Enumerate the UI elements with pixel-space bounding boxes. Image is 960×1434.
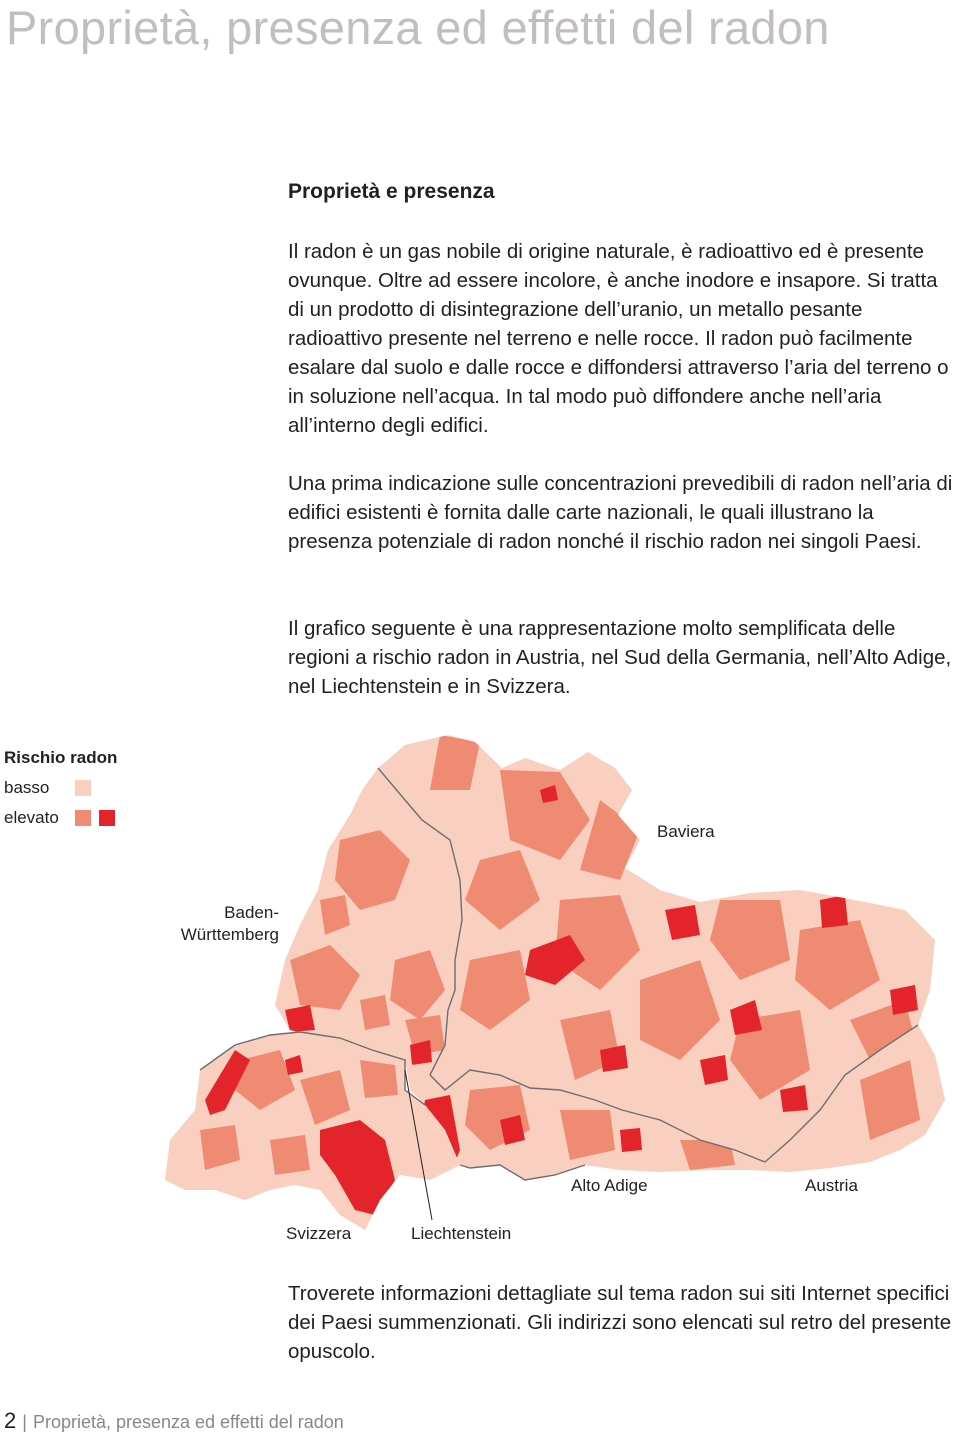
label-switzerland: Svizzera (286, 1224, 352, 1243)
label-liechtenstein: Liechtenstein (411, 1224, 512, 1243)
legend-low-label: basso (4, 778, 50, 797)
paragraph-closing: Troverete informazioni dettagliate sul tema radon sui siti Internet specifici dei Paesi summenzionati. Gli indirizzi sono elencati sul retro del presente opuscolo. (288, 1282, 952, 1363)
page-number: 2 (4, 1408, 17, 1433)
legend-high-label: elevato (4, 808, 59, 827)
label-bavaria: Baviera (657, 822, 715, 841)
paragraph-properties: Il radon è un gas nobile di origine naturale, è radioattivo ed è presente ovunque. Oltre ad essere incolore, è anche inodore e insapore. Si tratta di un prodotto di disintegrazione dell’uranio, un metallo pesante radioattivo presente nel terreno e nelle rocce. Il radon può facilmente esalare dal suolo e dalle rocce e diffondersi attraverso l’aria del terreno o in soluzione nell’acqua. In tal modo può diffondere anche nell’aria all’interno degli edifici. (288, 240, 949, 437)
paragraph-graphic-intro: Il grafico seguente è una rappresentazione molto semplificata delle regioni a rischio radon in Austria, nel Sud della Germania, nell’Alto Adige, nel Liechtenstein e in Svizzera. (288, 617, 952, 698)
footer-separator: | (22, 1412, 27, 1432)
page-title: Proprietà, presenza ed effetti del radon (6, 1, 830, 54)
footer-running-title: Proprietà, presenza ed effetti del radon (32, 1412, 344, 1432)
page-footer (4, 1408, 344, 1434)
label-austria: Austria (805, 1176, 858, 1195)
paragraph-national-maps: Una prima indicazione sulle concentrazioni prevedibili di radon nell’aria di edifici esistenti è fornita dalle carte nazionali, le quali illustrano la presenza potenziale di radon nonché il rischio radon nei singoli Paesi. (288, 472, 953, 553)
section-heading: Proprietà e presenza (288, 180, 495, 203)
label-baden-wurttemberg: Baden- Württemberg (180, 903, 279, 944)
legend-title: Rischio radon (4, 748, 118, 767)
label-south-tyrol: Alto Adige (571, 1176, 648, 1195)
